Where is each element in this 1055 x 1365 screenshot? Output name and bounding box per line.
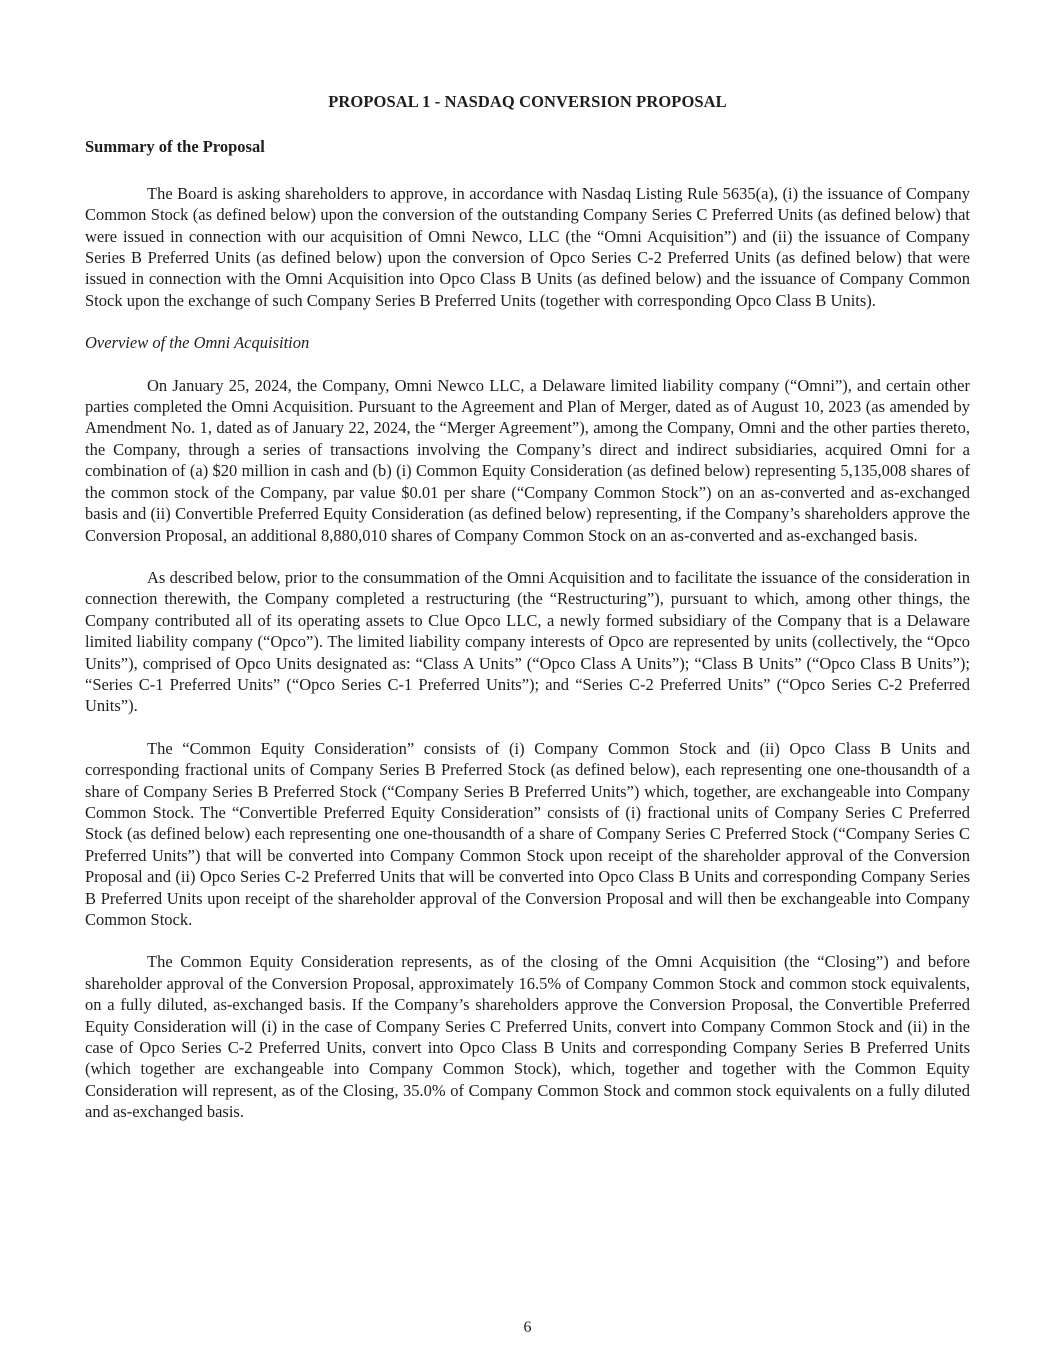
proposal-title: PROPOSAL 1 - NASDAQ CONVERSION PROPOSAL bbox=[328, 92, 727, 111]
overview-paragraph-1: On January 25, 2024, the Company, Omni Newco LLC, a Delaware limited liability company (“Omni”), and certain other parties completed the Omni Acquisition. Pursuant to the Agreement and Plan of Merger, dated as of August 10, 2023 (as amended by Amendment No. 1, dated as of January 22, 2024, the “Merger Agreement”), among the Company, Omni and the other parties thereto, the Company, through a series of transactions involving the Company’s direct and indirect subsidiaries, acquired Omni for a combination of (a) $20 million in cash and (b) (i) Common Equity Consideration (as defined below) representing 5,135,008 shares of the common stock of the Company, par value $0.01 per share (“Company Common Stock”) on an as-converted and as-exchanged basis and (ii) Convertible Preferred Equity Consideration (as defined below) representing, if the Company’s shareholders approve the Conversion Proposal, an additional 8,880,010 shares of Company Common Stock on an as-converted and as-exchanged basis. bbox=[85, 375, 970, 545]
overview-paragraph-2: As described below, prior to the consummation of the Omni Acquisition and to facilitate the issuance of the consideration in connection therewith, the Company completed a restructuring (the “Restructuring”), pursuant to which, among other things, the Company contributed all of its operating assets to Clue Opco LLC, a newly formed subsidiary of the Company that is a Delaware limited liability company (“Opco”). The limited liability company interests of Opco are represented by units (collectively, the “Opco Units”), comprised of Opco Units designated as: “Class A Units” (“Opco Class A Units”); “Class B Units” (“Opco Class B Units”); “Series C-1 Preferred Units” (“Opco Series C-1 Preferred Units”); and “Series C-2 Preferred Units” (“Opco Series C-2 Preferred Units”). bbox=[85, 567, 970, 716]
intro-paragraph: The Board is asking shareholders to approve, in accordance with Nasdaq Listing Rule 5635(a), (i) the issuance of Company Common Stock (as defined below) upon the conversion of the outstanding Company Series C Preferred Units (as defined below) that were issued in connection with our acquisition of Omni Newco, LLC (the “Omni Acquisition”) and (ii) the issuance of Company Series B Preferred Units (as defined below) upon the conversion of Opco Series C-2 Preferred Units (as defined below) that were issued in connection with the Omni Acquisition into Opco Class B Units (as defined below) and the issuance of Company Common Stock upon the exchange of such Company Series B Preferred Units (together with corresponding Opco Class B Units). bbox=[85, 183, 970, 310]
overview-paragraph-4: The Common Equity Consideration represents, as of the closing of the Omni Acquisition (the “Closing”) and before shareholder approval of the Conversion Proposal, approximately 16.5% of Company Common Stock and common stock equivalents, on a fully diluted, as-exchanged basis. If the Company’s shareholders approve the Conversion Proposal, the Convertible Preferred Equity Consideration will (i) in the case of Company Series C Preferred Units, convert into Company Common Stock and (ii) in the case of Opco Series C-2 Preferred Units, convert into Opco Class B Units and corresponding Company Series B Preferred Units (which together are exchangeable into Company Common Stock), which, together and together with the Common Equity Consideration will represent, as of the Closing, 35.0% of Company Common Stock and common stock equivalents on a fully diluted and as-exchanged basis. bbox=[85, 952, 970, 1122]
summary-heading: Summary of the Proposal bbox=[85, 137, 265, 157]
page-number: 6 bbox=[523, 1319, 532, 1336]
overview-paragraph-3: The “Common Equity Consideration” consists of (i) Company Common Stock and (ii) Opco Class B Units and corresponding fractional units of Company Series B Preferred Stock (as defined below), each representing one one-thousandth of a share of Company Series B Preferred Stock (“Company Series B Preferred Units”) which, together, are exchangeable into Company Common Stock. The “Convertible Preferred Equity Consideration” consists of (i) fractional units of Company Series C Preferred Stock (as defined below) each representing one one-thousandth of a share of Company Series C Preferred Stock (“Company Series C Preferred Units”) that will be converted into Company Common Stock upon receipt of the shareholder approval of the Conversion Proposal and (ii) Opco Series C-2 Preferred Units that will be converted into Opco Class B Units and corresponding Company Series B Preferred Units upon receipt of the shareholder approval of the Conversion Proposal and will then be exchangeable into Company Common Stock. bbox=[85, 738, 970, 929]
overview-heading: Overview of the Omni Acquisition bbox=[85, 333, 310, 353]
